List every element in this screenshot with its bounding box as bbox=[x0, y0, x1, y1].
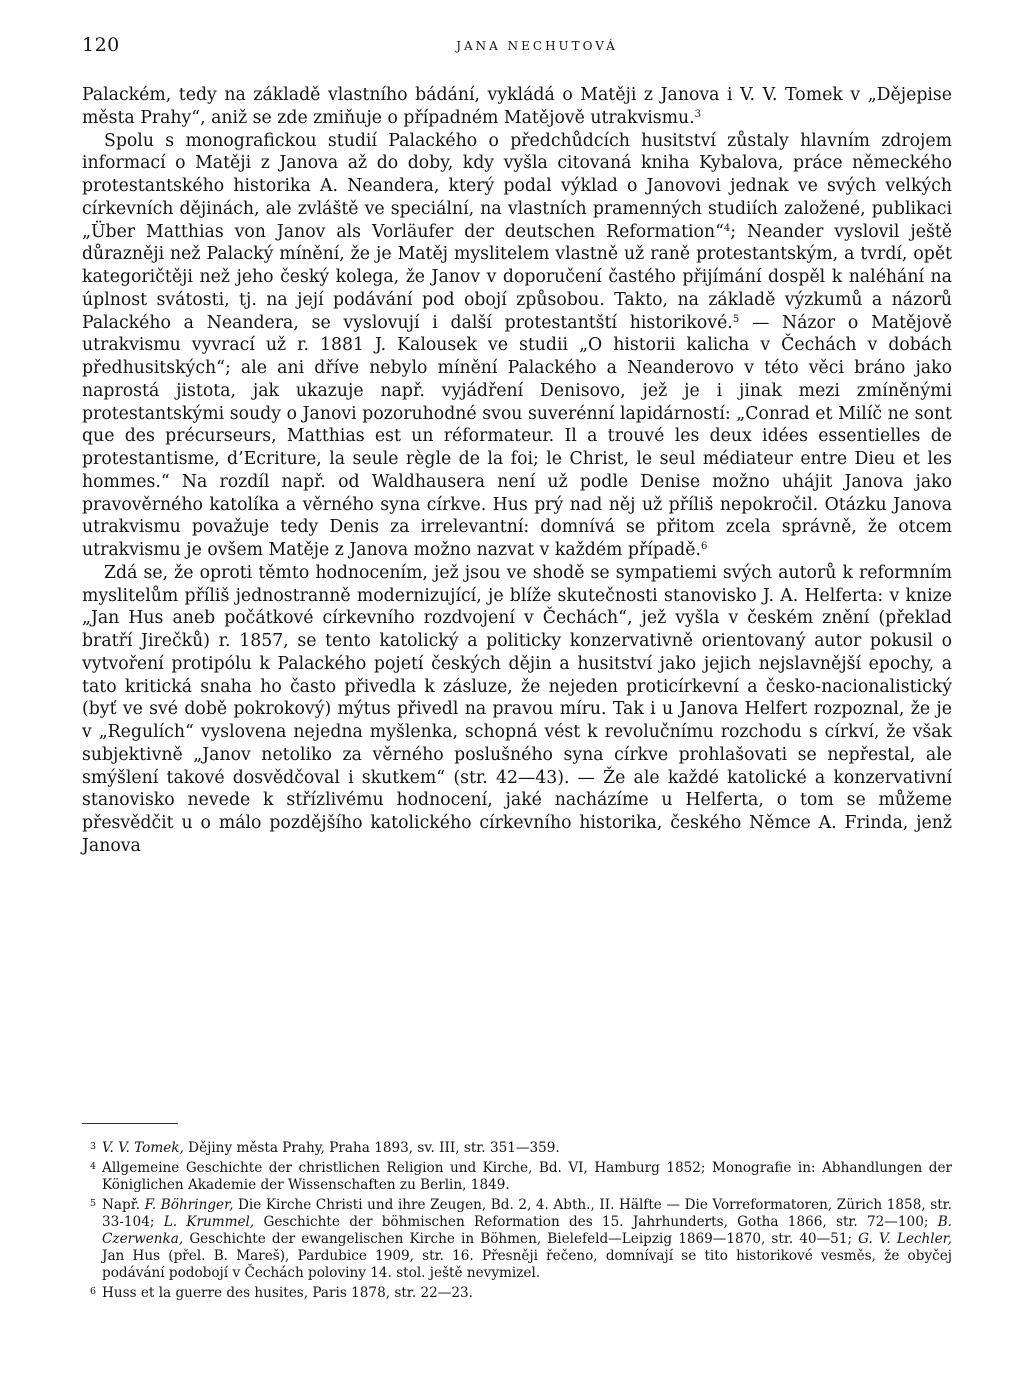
footnote-rule bbox=[82, 1123, 178, 1124]
footnote-author: G. V. Lechler, bbox=[858, 1231, 952, 1247]
footnote-ref-5: 5 bbox=[732, 313, 740, 325]
footnote-author: V. V. Tomek, bbox=[102, 1140, 184, 1156]
footnote-text: Die Kirche Christi und ihre Zeugen, Bd. 2, 4. Abth., II. Hälfte — Die Vorreformatoren, Zürich 1858, str. 33-104; bbox=[102, 1197, 952, 1230]
footnote-6 bbox=[82, 1285, 952, 1302]
footnote-number: 3 bbox=[89, 1141, 96, 1152]
footnote-text: Dějiny města Prahy, Praha 1893, sv. III, str. 351—359. bbox=[183, 1140, 560, 1156]
footnote-author: F. Böhringer, bbox=[144, 1197, 234, 1213]
main-text bbox=[82, 84, 952, 858]
paragraph-1-text: Palackém, tedy na základě vlastního bádání, vykládá o Matěji z Janova i V. V. Tomek v „Dějepise města Prahy“, aniž se zde zmiňuje o případném Matějově utrakvismu. bbox=[82, 85, 952, 128]
running-title: JANA NECHUTOVÁ bbox=[456, 39, 618, 53]
footnote-text: Huss et la guerre des husites, Paris 1878, str. 22—23. bbox=[102, 1285, 473, 1301]
footnote-author: B. Czerwenka, bbox=[102, 1214, 952, 1247]
footnote-ref-4: 4 bbox=[723, 222, 731, 234]
footnote-author: L. Krummel, bbox=[163, 1214, 255, 1230]
footnote-text: Např. bbox=[102, 1197, 145, 1213]
footnote-text: Geschichte der böhmischen Reformation des 15. Jahrhunderts, Gotha 1866, str. 72—100; bbox=[254, 1214, 938, 1230]
footnote-number: 4 bbox=[89, 1161, 96, 1172]
footnote-number: 5 bbox=[89, 1198, 96, 1209]
footnote-5 bbox=[82, 1197, 952, 1282]
paragraph-2-text-a: Spolu s monografickou studií Palackého o předchůdcích husitství zůstaly hlavním zdrojem informací o Matěji z Janova až do doby, kdy vyšla citovaná kniha Kybalova, práce německého protestantského historika A. Neandera, který podal výklad o Janovovi jednak ve svých velkých církevních dějinách, ale zvláště ve speciální, na vlastních pramenných studiích založené, publikaci „Über Matthias von Janov als Vorläufer der deutschen Reformation“ bbox=[82, 130, 952, 242]
page-header bbox=[82, 30, 952, 60]
footnote-text: Geschichte der ewangelischen Kirche in Böhmen, Bielefeld—Leipzig 1869—1870, str. 40—51; bbox=[183, 1231, 859, 1247]
paragraph-3-text: Zdá se, že oproti těmto hodnocením, jež jsou ve shodě se sympatiemi svých autorů k reformním myslitelům příliš jednostranně modernizující, je blíže skutečnosti stanovisko J. A. Helferta: v knize „Jan Hus aneb počátkové církevního rozdvojení v Čechách“, jež vyšla v českém znění (překlad bratří Jirečků) r. 1857, se tento katolický a politicky konzervativně orientovaný autor pokusil o vytvoření protipólu k Palackého pojetí českých dějin a husitství jako jejich nejslavnější epochy, a tato kritická snaha ho často přivedla k zásluze, že nejeden proticírkevní a česko-nacionalistický (byť ve své době pokrokový) mýtus přivedl na pravou míru. Tak i u Janova Helfert rozpoznal, že je v „Regulích“ vyslovena nejedna myšlenka, schopná vést k revolučnímu rozchodu s církví, že však subjektivně „Janov netoliko za věrného poslušného syna církve prohlašovati se nepřestal, ale smýšlení takové dosvědčoval i skutkem“ (str. 42—43). — Že ale každé katolické a konzervativní stanovisko nevede k střízlivému hodnocení, jaké nacházíme u Helferta, o tom se můžeme přesvědčit u o málo pozdějšího katolického církevního historika, českého Němce A. Frinda, jenž Janova bbox=[82, 562, 952, 856]
footnotes bbox=[82, 1140, 952, 1305]
footnote-4 bbox=[82, 1160, 952, 1194]
paragraph-2-text-c: — Názor o Matějově utrakvismu vyvrací už r. 1881 J. Kalousek ve studii „O historii kalicha v Čechách v dobách předhusitských“; ale ani dříve nebylo mínění Palackého a Neanderovo v této věci bráno jako naprostá jistota, jak ukazuje např. vyjádření Denisovo, jež je i jinak mezi zmíněnými protestantskými soudy o Janovi pozoruhodné svou suverénní lapidárností: „Conrad et Milíč ne sont que des précurseurs, Matthias est un réformateur. Il a trouvé les deux idées essentielles de protestantisme, d’Ecriture, la seule règle de la foi; le Christ, le seul médiateur entre Dieu et les hommes.“ Na rozdíl např. od Waldhausera není už podle Denise možno uhájit Janova jako pravověrného katolíka a věrného syna církve. Hus prý nad něj už příliš nepokročil. Otázku Janova utrakvismu považuje tedy Denis za irrelevantní: domnívá se přitom zcela správně, že otcem utrakvismu je ovšem Matěje z Janova možno nazvat v každém případě. bbox=[82, 312, 952, 560]
footnote-text: Jan Hus (přel. B. Mareš), Pardubice 1909, str. 16. Přesněji řečeno, domnívají se tito historikové vesměs, že obyčej podávání podobojí v Čechách poloviny 14. stol. ještě nevymizel. bbox=[102, 1248, 952, 1281]
paragraph-3 bbox=[82, 562, 952, 858]
paragraph-2 bbox=[82, 130, 952, 562]
paragraph-1 bbox=[82, 84, 952, 130]
footnote-ref-3: 3 bbox=[694, 108, 701, 120]
paragraph-2-text-b: ; Neander vyslovil ještě důrazněji než Palacký mínění, že je Matěj myslitelem vlastně už raně protestantským, a tvrdí, opět kategoričtěji než jeho český kolega, že Janov v doporučení častého přijímání dospěl k naléhání na úplnost svátosti, tj. na její podávání pod obojí způsobou. Takto, na základě výzkumů a názorů Palackého a Neandera, se vyslovují i další protestantští historikové. bbox=[82, 221, 953, 333]
footnote-3 bbox=[82, 1140, 952, 1157]
footnote-text: Allgemeine Geschichte der christlichen Religion und Kirche, Bd. VI, Hamburg 1852; Monografie in: Abhandlungen der Königlichen Akademie der Wissenschaften zu Berlin, 1849. bbox=[102, 1160, 952, 1193]
footnote-ref-6: 6 bbox=[700, 541, 708, 552]
footnote-number: 6 bbox=[89, 1286, 96, 1297]
page-number: 120 bbox=[82, 34, 120, 56]
